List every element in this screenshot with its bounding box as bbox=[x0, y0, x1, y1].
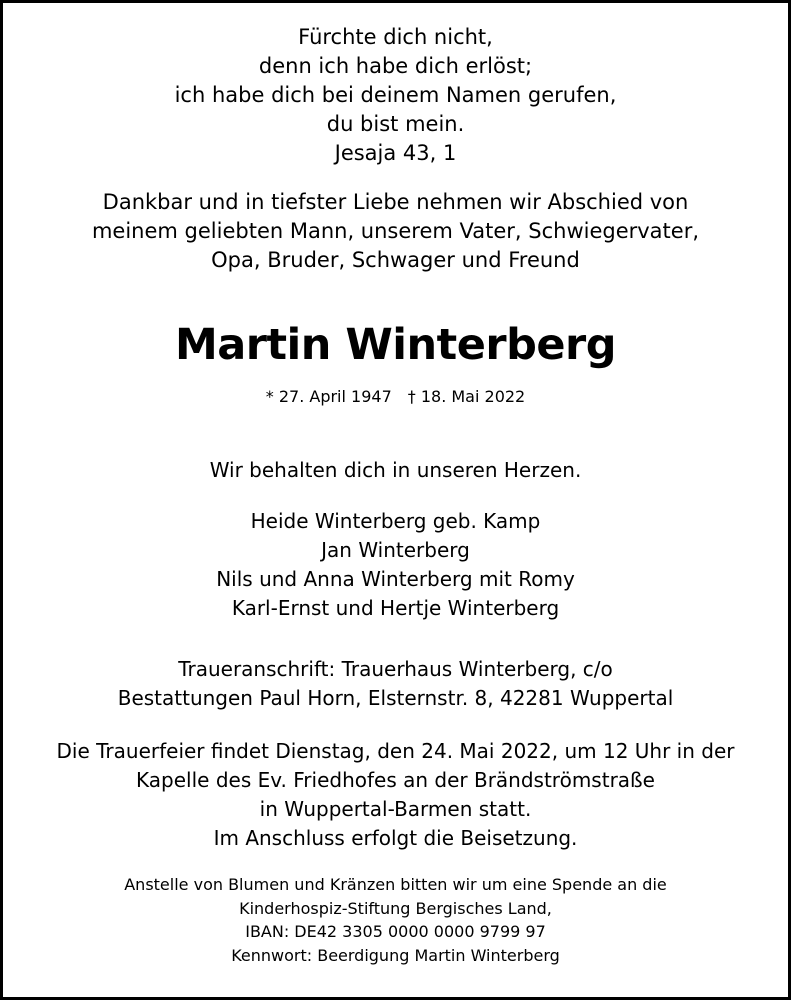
ceremony-line: Im Anschluss erfolgt die Beisetzung. bbox=[213, 826, 578, 850]
death-date: † 18. Mai 2022 bbox=[407, 387, 526, 406]
funeral-ceremony-info bbox=[13, 737, 778, 853]
verse-line: Fürchte dich nicht, bbox=[298, 25, 493, 49]
ceremony-line: in Wuppertal-Barmen statt. bbox=[259, 797, 532, 821]
verse-reference: Jesaja 43, 1 bbox=[334, 141, 457, 165]
mourners-list bbox=[13, 507, 778, 623]
donation-keyword: Kennwort: Beerdigung Martin Winterberg bbox=[231, 945, 560, 965]
ceremony-line: Kapelle des Ev. Friedhofes an der Brändströmstraße bbox=[136, 768, 655, 792]
verse-line: denn ich habe dich erlöst; bbox=[258, 54, 533, 78]
donation-line: Kinderhospiz-Stiftung Bergisches Land, bbox=[239, 898, 552, 918]
intro-line: Opa, Bruder, Schwager und Freund bbox=[211, 248, 580, 272]
intro-line: meinem geliebten Mann, unserem Vater, Schwiegervater, bbox=[91, 219, 700, 243]
mourning-address bbox=[13, 655, 778, 713]
intro-line: Dankbar und in tiefster Liebe nehmen wir Abschied von bbox=[102, 190, 689, 214]
farewell-intro bbox=[13, 188, 778, 275]
address-line: Bestattungen Paul Horn, Elsternstr. 8, 42281 Wuppertal bbox=[117, 686, 674, 710]
donation-request bbox=[13, 873, 778, 967]
address-line: Traueranschrift: Trauerhaus Winterberg, c/o bbox=[178, 657, 613, 681]
birth-date: * 27. April 1947 bbox=[265, 387, 392, 406]
mourner-name: Heide Winterberg geb. Kamp bbox=[250, 509, 541, 533]
ceremony-line: Die Trauerfeier findet Dienstag, den 24. Mai 2022, um 12 Uhr in der bbox=[56, 739, 735, 763]
verse-line: du bist mein. bbox=[326, 112, 465, 136]
bible-verse bbox=[13, 23, 778, 168]
mourner-name: Karl-Ernst und Hertje Winterberg bbox=[231, 596, 560, 620]
donation-line: Anstelle von Blumen und Kränzen bitten wir um eine Spende an die bbox=[124, 875, 667, 894]
verse-line: ich habe dich bei deinem Namen gerufen, bbox=[174, 83, 617, 107]
mourner-name: Nils und Anna Winterberg mit Romy bbox=[216, 567, 575, 591]
mourner-name: Jan Winterberg bbox=[321, 538, 470, 562]
deceased-name: Martin Winterberg bbox=[174, 320, 617, 370]
donation-iban: IBAN: DE42 3305 0000 0000 9799 97 bbox=[245, 922, 546, 941]
memorial-motto: Wir behalten dich in unseren Herzen. bbox=[209, 458, 582, 482]
life-dates bbox=[13, 385, 778, 409]
